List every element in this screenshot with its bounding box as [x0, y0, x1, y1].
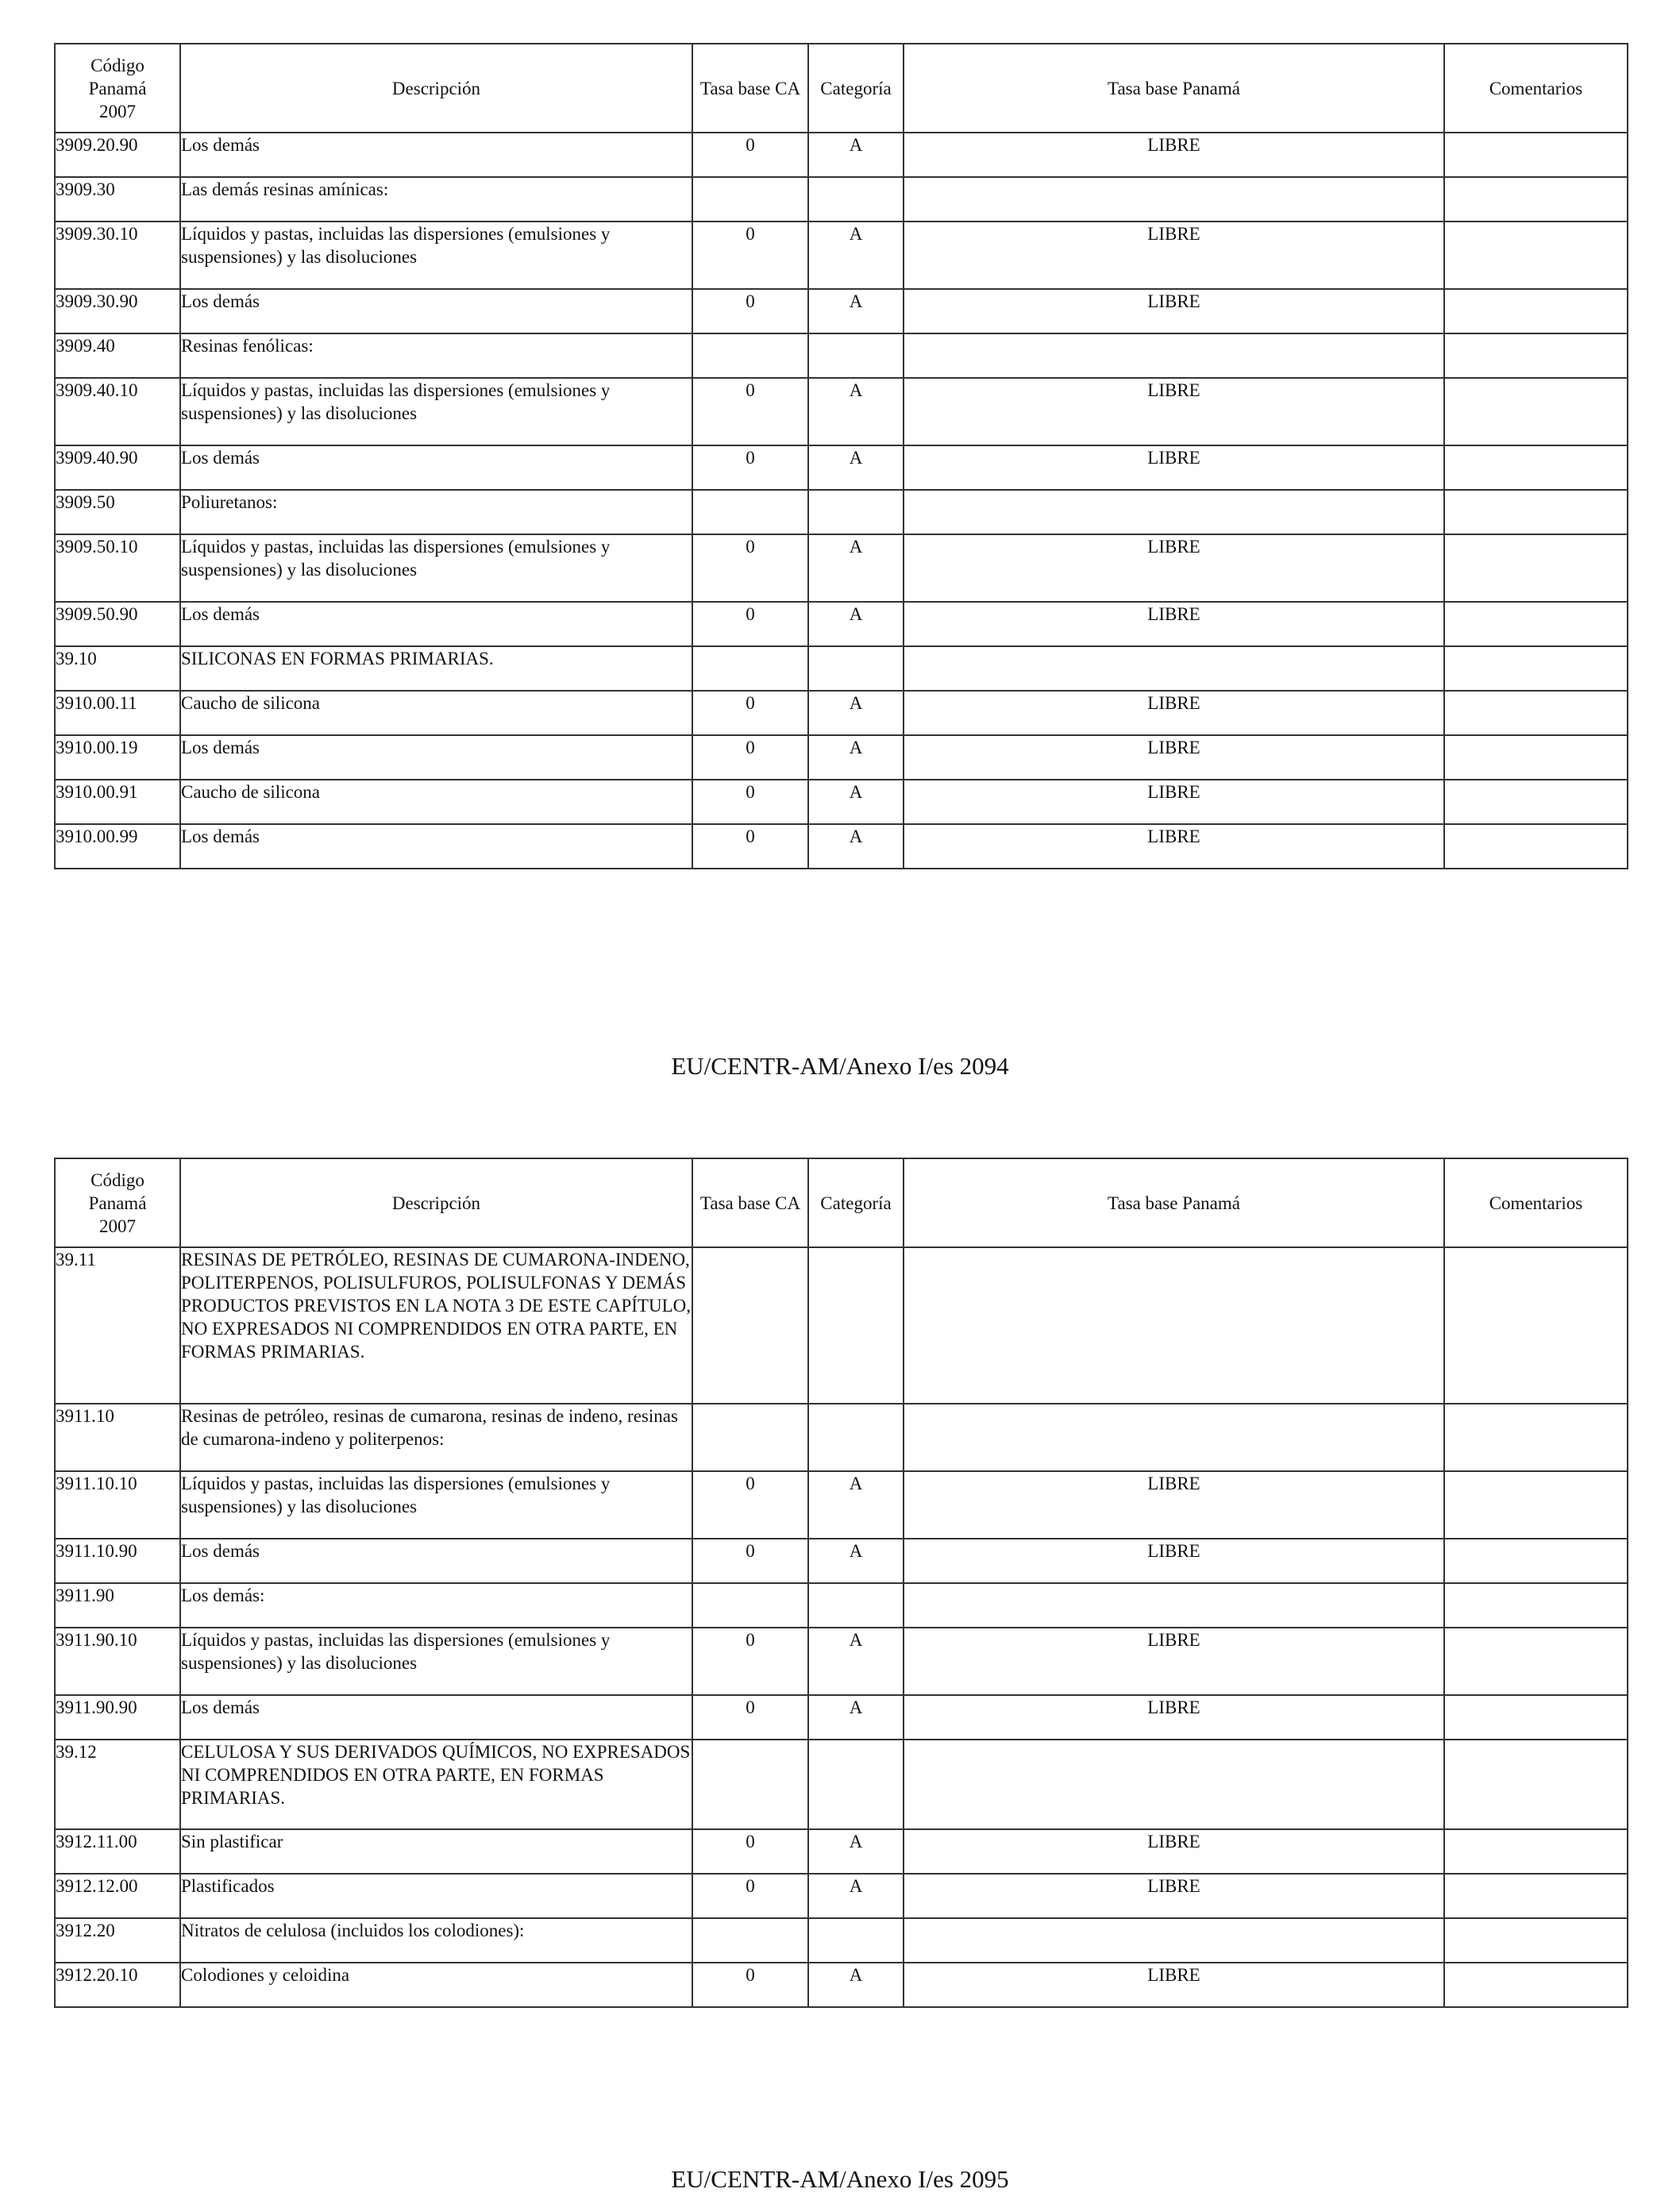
rate-panama-cell: LIBRE — [904, 133, 1444, 177]
table-row — [55, 1740, 1628, 1829]
table-row — [55, 1247, 1628, 1404]
description-cell: RESINAS DE PETRÓLEO, RESINAS DE CUMARONA-INDENO, POLITERPENOS, POLISULFUROS, POLISULFONAS Y DEMÁS PRODUCTOS PREVISTOS EN LA NOTA 3 DE ESTE CAPÍTULO, NO EXPRESADOS NI COMPRENDIDOS EN OTRA PARTE, EN FORMAS PRIMARIAS. — [180, 1247, 692, 1404]
tariff-code-cell: 3909.30 — [55, 177, 180, 222]
comments-cell — [1444, 646, 1628, 691]
header-code: Código Panamá 2007 — [55, 1158, 180, 1247]
comments-cell — [1444, 1829, 1628, 1874]
tariff-code-cell: 3909.50.10 — [55, 534, 180, 602]
category-cell: A — [808, 780, 904, 824]
comments-cell — [1444, 1963, 1628, 2007]
rate-ca-cell: 0 — [692, 1874, 808, 1918]
category-cell: A — [808, 534, 904, 602]
rate-panama-cell: LIBRE — [904, 1471, 1444, 1539]
rate-panama-cell: LIBRE — [904, 1628, 1444, 1695]
description-cell: Los demás — [180, 133, 692, 177]
rate-panama-cell: LIBRE — [904, 1874, 1444, 1918]
table-row — [55, 133, 1628, 177]
category-cell: A — [808, 1628, 904, 1695]
comments-cell — [1444, 445, 1628, 490]
rate-ca-cell: 0 — [692, 534, 808, 602]
comments-cell — [1444, 1695, 1628, 1740]
table-row — [55, 1628, 1628, 1695]
table-row — [55, 1583, 1628, 1628]
category-cell: A — [808, 1539, 904, 1583]
rate-panama-cell: LIBRE — [904, 378, 1444, 445]
description-cell: Sin plastificar — [180, 1829, 692, 1874]
comments-cell — [1444, 1628, 1628, 1695]
tariff-code-cell: 3912.20 — [55, 1918, 180, 1963]
description-cell: Resinas de petróleo, resinas de cumarona, resinas de indeno, resinas de cumarona-indeno y politerpenos: — [180, 1404, 692, 1471]
header-description: Descripción — [180, 44, 692, 133]
rate-panama-cell — [904, 646, 1444, 691]
tariff-code-cell: 3909.50 — [55, 490, 180, 534]
table-row — [55, 646, 1628, 691]
rate-ca-cell — [692, 333, 808, 378]
rate-ca-cell: 0 — [692, 1963, 808, 2007]
rate-panama-cell: LIBRE — [904, 289, 1444, 333]
table-row — [55, 378, 1628, 445]
comments-cell — [1444, 378, 1628, 445]
table-row — [55, 534, 1628, 602]
rate-ca-cell — [692, 1583, 808, 1628]
description-cell: Resinas fenólicas: — [180, 333, 692, 378]
rate-panama-cell — [904, 490, 1444, 534]
table-row — [55, 1404, 1628, 1471]
comments-cell — [1444, 1471, 1628, 1539]
table-row — [55, 1963, 1628, 2007]
tariff-code-cell: 3910.00.91 — [55, 780, 180, 824]
rate-ca-cell: 0 — [692, 1829, 808, 1874]
rate-ca-cell: 0 — [692, 1695, 808, 1740]
table-row — [55, 824, 1628, 869]
description-cell: Los demás — [180, 1695, 692, 1740]
header-rate-ca: Tasa base CA — [692, 44, 808, 133]
tariff-code-cell: 3912.20.10 — [55, 1963, 180, 2007]
rate-ca-cell — [692, 1404, 808, 1471]
tariff-code-cell: 3912.11.00 — [55, 1829, 180, 1874]
rate-panama-cell: LIBRE — [904, 1963, 1444, 2007]
rate-panama-cell: LIBRE — [904, 780, 1444, 824]
tariff-code-cell: 3910.00.11 — [55, 691, 180, 735]
description-cell: Los demás — [180, 602, 692, 646]
description-cell: Los demás — [180, 289, 692, 333]
comments-cell — [1444, 1740, 1628, 1829]
tariff-code-cell: 3911.10.90 — [55, 1539, 180, 1583]
rate-ca-cell — [692, 490, 808, 534]
rate-ca-cell: 0 — [692, 445, 808, 490]
category-cell: A — [808, 222, 904, 289]
rate-ca-cell: 0 — [692, 824, 808, 869]
header-category: Categoría — [808, 44, 904, 133]
table-row — [55, 177, 1628, 222]
rate-panama-cell — [904, 1918, 1444, 1963]
tariff-code-cell: 3910.00.99 — [55, 824, 180, 869]
comments-cell — [1444, 222, 1628, 289]
rate-panama-cell — [904, 333, 1444, 378]
comments-cell — [1444, 1539, 1628, 1583]
rate-ca-cell — [692, 646, 808, 691]
table-row — [55, 1471, 1628, 1539]
description-cell: Los demás — [180, 824, 692, 869]
category-cell — [808, 1740, 904, 1829]
table-row — [55, 780, 1628, 824]
category-cell — [808, 490, 904, 534]
category-cell: A — [808, 1963, 904, 2007]
tariff-code-cell: 3909.30.90 — [55, 289, 180, 333]
tariff-code-cell: 3912.12.00 — [55, 1874, 180, 1918]
category-cell: A — [808, 1695, 904, 1740]
rate-panama-cell — [904, 1740, 1444, 1829]
category-cell — [808, 1583, 904, 1628]
tariff-code-cell: 3911.90 — [55, 1583, 180, 1628]
description-cell: Caucho de silicona — [180, 780, 692, 824]
rate-panama-cell: LIBRE — [904, 735, 1444, 780]
rate-panama-cell — [904, 1583, 1444, 1628]
tariff-table-1 — [54, 43, 1628, 869]
comments-cell — [1444, 177, 1628, 222]
tariff-code-cell: 39.11 — [55, 1247, 180, 1404]
rate-panama-cell — [904, 177, 1444, 222]
comments-cell — [1444, 1247, 1628, 1404]
table-row — [55, 735, 1628, 780]
rate-ca-cell — [692, 1247, 808, 1404]
header-rate-panama: Tasa base Panamá — [904, 44, 1444, 133]
header-rate-panama: Tasa base Panamá — [904, 1158, 1444, 1247]
rate-ca-cell: 0 — [692, 222, 808, 289]
table-row — [55, 490, 1628, 534]
rate-ca-cell — [692, 1918, 808, 1963]
comments-cell — [1444, 1404, 1628, 1471]
rate-panama-cell — [904, 1404, 1444, 1471]
rate-ca-cell: 0 — [692, 602, 808, 646]
rate-ca-cell: 0 — [692, 289, 808, 333]
description-cell: Líquidos y pastas, incluidas las dispersiones (emulsiones y suspensiones) y las disoluciones — [180, 378, 692, 445]
header-description: Descripción — [180, 1158, 692, 1247]
tariff-code-cell: 3909.30.10 — [55, 222, 180, 289]
tariff-code-cell: 3909.20.90 — [55, 133, 180, 177]
description-cell: Los demás — [180, 735, 692, 780]
tariff-code-cell: 3909.40.10 — [55, 378, 180, 445]
table-row — [55, 1874, 1628, 1918]
description-cell: Líquidos y pastas, incluidas las dispersiones (emulsiones y suspensiones) y las disoluciones — [180, 534, 692, 602]
tariff-table-2 — [54, 1158, 1628, 2008]
table-row — [55, 1918, 1628, 1963]
category-cell — [808, 333, 904, 378]
table-header-row — [55, 1158, 1628, 1247]
rate-panama-cell: LIBRE — [904, 1829, 1444, 1874]
header-comments: Comentarios — [1444, 44, 1628, 133]
table-row — [55, 1829, 1628, 1874]
tariff-code-cell: 3911.10 — [55, 1404, 180, 1471]
table-row — [55, 602, 1628, 646]
rate-ca-cell: 0 — [692, 780, 808, 824]
table-row — [55, 289, 1628, 333]
header-rate-ca: Tasa base CA — [692, 1158, 808, 1247]
comments-cell — [1444, 490, 1628, 534]
comments-cell — [1444, 824, 1628, 869]
rate-ca-cell: 0 — [692, 378, 808, 445]
comments-cell — [1444, 691, 1628, 735]
tariff-code-cell: 3911.10.10 — [55, 1471, 180, 1539]
rate-ca-cell: 0 — [692, 1471, 808, 1539]
comments-cell — [1444, 1583, 1628, 1628]
description-cell: Los demás: — [180, 1583, 692, 1628]
tariff-code-cell: 3910.00.19 — [55, 735, 180, 780]
description-cell: Caucho de silicona — [180, 691, 692, 735]
category-cell — [808, 646, 904, 691]
description-cell: Poliuretanos: — [180, 490, 692, 534]
table-row — [55, 1539, 1628, 1583]
rate-ca-cell: 0 — [692, 691, 808, 735]
tariff-code-cell: 3911.90.10 — [55, 1628, 180, 1695]
header-comments: Comentarios — [1444, 1158, 1628, 1247]
comments-cell — [1444, 534, 1628, 602]
comments-cell — [1444, 780, 1628, 824]
category-cell — [808, 1404, 904, 1471]
category-cell: A — [808, 691, 904, 735]
description-cell: Plastificados — [180, 1874, 692, 1918]
tariff-code-cell: 3909.50.90 — [55, 602, 180, 646]
tariff-code-cell: 3909.40 — [55, 333, 180, 378]
header-code: Código Panamá 2007 — [55, 44, 180, 133]
rate-panama-cell — [904, 1247, 1444, 1404]
description-cell: Las demás resinas amínicas: — [180, 177, 692, 222]
table-header-row — [55, 44, 1628, 133]
table-row — [55, 445, 1628, 490]
description-cell: SILICONAS EN FORMAS PRIMARIAS. — [180, 646, 692, 691]
rate-ca-cell: 0 — [692, 133, 808, 177]
description-cell: Nitratos de celulosa (incluidos los colodiones): — [180, 1918, 692, 1963]
comments-cell — [1444, 289, 1628, 333]
page-footer-2094: EU/CENTR-AM/Anexo I/es 2094 — [671, 1052, 1009, 1080]
rate-ca-cell — [692, 177, 808, 222]
rate-ca-cell: 0 — [692, 735, 808, 780]
category-cell: A — [808, 602, 904, 646]
category-cell: A — [808, 824, 904, 869]
category-cell: A — [808, 1471, 904, 1539]
comments-cell — [1444, 1874, 1628, 1918]
tariff-code-cell: 39.10 — [55, 646, 180, 691]
description-cell: Líquidos y pastas, incluidas las dispersiones (emulsiones y suspensiones) y las disoluciones — [180, 1628, 692, 1695]
rate-ca-cell: 0 — [692, 1628, 808, 1695]
table-row — [55, 222, 1628, 289]
category-cell — [808, 1247, 904, 1404]
table-row — [55, 333, 1628, 378]
rate-panama-cell: LIBRE — [904, 222, 1444, 289]
description-cell: Líquidos y pastas, incluidas las dispersiones (emulsiones y suspensiones) y las disoluciones — [180, 222, 692, 289]
header-category: Categoría — [808, 1158, 904, 1247]
description-cell: Colodiones y celoidina — [180, 1963, 692, 2007]
comments-cell — [1444, 735, 1628, 780]
category-cell — [808, 177, 904, 222]
rate-panama-cell: LIBRE — [904, 602, 1444, 646]
category-cell: A — [808, 445, 904, 490]
comments-cell — [1444, 333, 1628, 378]
comments-cell — [1444, 133, 1628, 177]
description-cell: Los demás — [180, 1539, 692, 1583]
page-footer-2095: EU/CENTR-AM/Anexo I/es 2095 — [671, 2165, 1009, 2193]
rate-panama-cell: LIBRE — [904, 1539, 1444, 1583]
category-cell: A — [808, 1874, 904, 1918]
tariff-code-cell: 3909.40.90 — [55, 445, 180, 490]
rate-panama-cell: LIBRE — [904, 534, 1444, 602]
table-row — [55, 691, 1628, 735]
category-cell: A — [808, 1829, 904, 1874]
category-cell: A — [808, 378, 904, 445]
tariff-code-cell: 3911.90.90 — [55, 1695, 180, 1740]
category-cell: A — [808, 289, 904, 333]
rate-panama-cell: LIBRE — [904, 824, 1444, 869]
rate-panama-cell: LIBRE — [904, 691, 1444, 735]
comments-cell — [1444, 1918, 1628, 1963]
comments-cell — [1444, 602, 1628, 646]
description-cell: Los demás — [180, 445, 692, 490]
rate-ca-cell — [692, 1740, 808, 1829]
category-cell: A — [808, 133, 904, 177]
rate-panama-cell: LIBRE — [904, 445, 1444, 490]
category-cell — [808, 1918, 904, 1963]
tariff-code-cell: 39.12 — [55, 1740, 180, 1829]
rate-panama-cell: LIBRE — [904, 1695, 1444, 1740]
category-cell: A — [808, 735, 904, 780]
description-cell: CELULOSA Y SUS DERIVADOS QUÍMICOS, NO EXPRESADOS NI COMPRENDIDOS EN OTRA PARTE, EN FORMAS PRIMARIAS. — [180, 1740, 692, 1829]
table-row — [55, 1695, 1628, 1740]
rate-ca-cell: 0 — [692, 1539, 808, 1583]
description-cell: Líquidos y pastas, incluidas las dispersiones (emulsiones y suspensiones) y las disoluciones — [180, 1471, 692, 1539]
